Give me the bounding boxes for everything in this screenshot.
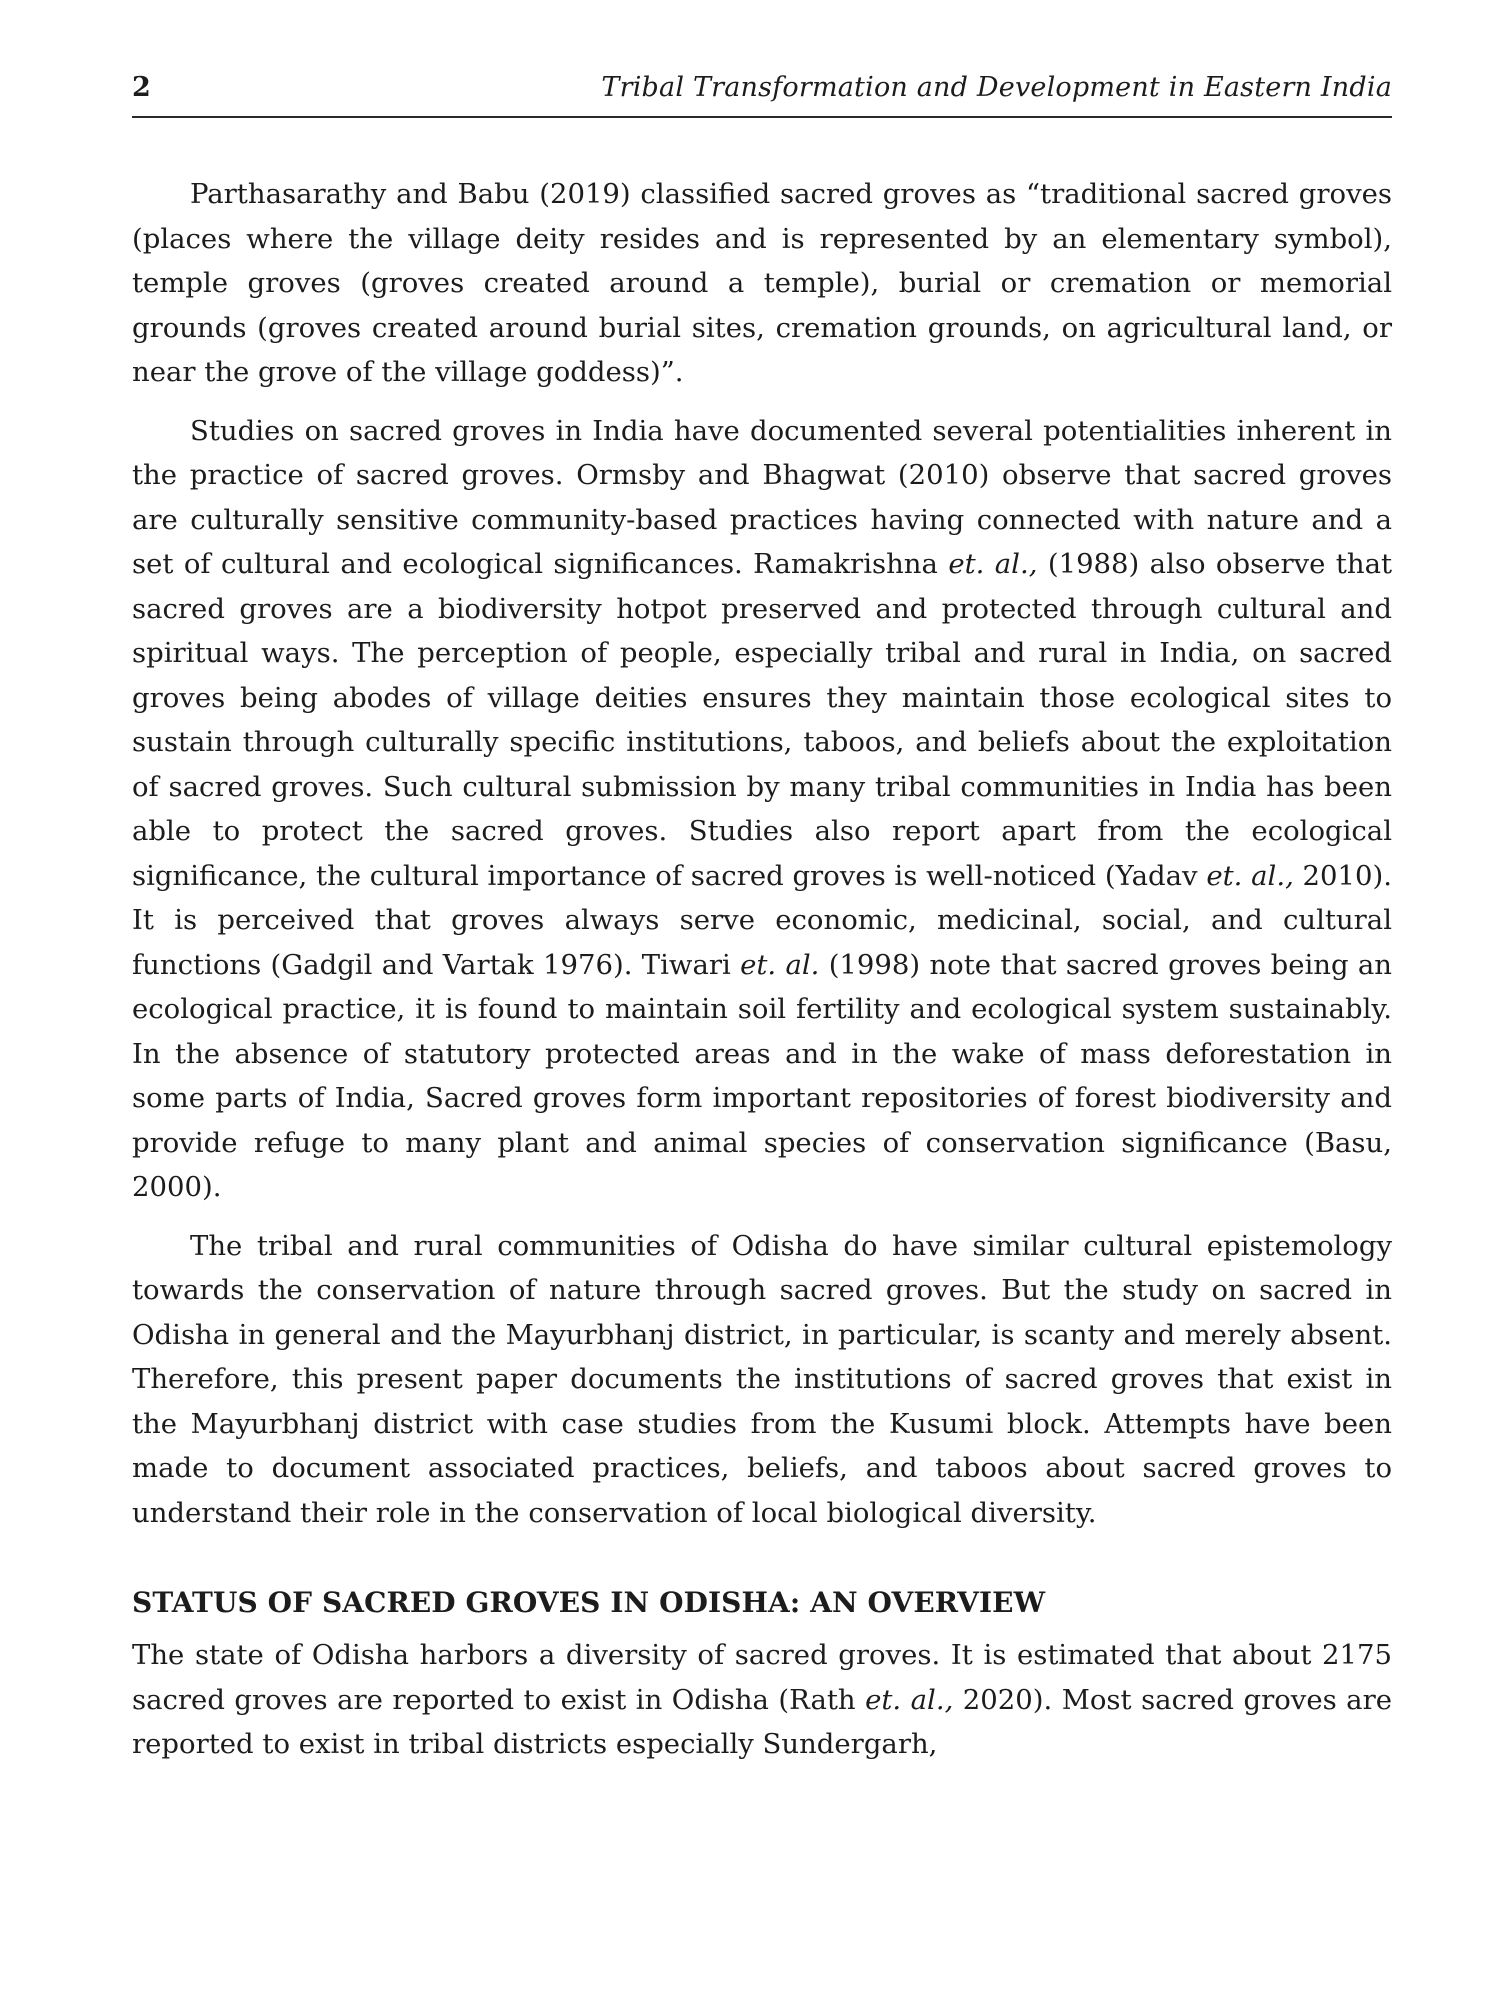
et-al-citation: et. al., [865, 1683, 954, 1716]
text-run: (1988) also observe that sacred groves are a biodiversity hotpot preserved and protected through cultural and spiritual ways. The perception of people, especially tribal and rural in India, on sacred groves being abodes of village deities ensures they maintain those ecological sites to sustain through culturally specific institutions, taboos, and beliefs about the exploitation of sacred groves. Such cultural submission by many tribal communities in India has been able to protect the sacred groves. Studies also report apart from the ecological significance, the cultural importance of sacred groves is well-noticed (Yadav [132, 548, 1393, 892]
et-al-citation: et. al., [948, 548, 1038, 580]
et-al-citation: et. al., [1206, 859, 1294, 892]
et-al-citation: et. al. [740, 948, 820, 981]
text-run: 2020). Most sacred groves are reported to exist in tribal districts especially Sundergarh, [132, 1683, 1392, 1760]
paragraph-classification: Parthasarathy and Babu (2019) classified sacred groves as “traditional sacred groves (places where the village deity resides and is represented by an elementary symbol), temple groves (groves created around a temple), burial or cremation or memorial grounds (groves created around burial sites, cremation grounds, on agricultural land, or near the grove of the village goddess)”. [132, 178, 1392, 388]
text-run: 2010). It is perceived that groves always serve economic, medicinal, social, and cultural functions (Gadgil and Vartak 1976). Tiwari [132, 859, 1393, 981]
body-text [132, 172, 1392, 1781]
paragraph-studies [132, 409, 1392, 1210]
book-title: Tribal Transformation and Development in Eastern India [601, 72, 1392, 103]
text-run: Studies on sacred groves in India have documented several potentialities inherent in the practice of sacred groves. Ormsby and Bhagwat (2010) observe that sacred groves are culturally sensitive community-based practices having connected with nature and a set of cultural and ecological significances. Ramakrishna [132, 414, 1392, 580]
page-number: 2 [132, 72, 151, 103]
running-header [132, 72, 1392, 118]
paragraph-odisha-communities: The tribal and rural communities of Odisha do have similar cultural epistemology towards the conservation of nature through sacred groves. But the study on sacred in Odisha in general and the Mayurbhanj district, in particular, is scanty and merely absent. Therefore, this present paper documents the institutions of sacred groves that exist in the Mayurbhanj district with case studies from the Kusumi block. Attempts have been made to document associated practices, beliefs, and taboos about sacred groves to understand their role in the conservation of local biological diversity. [132, 1229, 1392, 1529]
section-heading: STATUS OF SACRED GROVES IN ODISHA: AN OVERVIEW [132, 1586, 1046, 1619]
text-run: (1998) note that sacred groves being an ecological practice, it is found to maintain soil fertility and ecological system sustainably. In the absence of statutory protected areas and in the wake of mass deforestation in some parts of India, Sacred groves form important repositories of forest biodiversity and provide refuge to many plant and animal species of conservation significance (Basu, 2000). [132, 948, 1393, 1203]
text-run: The state of Odisha harbors a diversity of sacred groves. It is estimated that about 2175 sacred groves are reported to exist in Odisha (Rath [132, 1639, 1392, 1716]
paragraph-status [132, 1633, 1392, 1767]
